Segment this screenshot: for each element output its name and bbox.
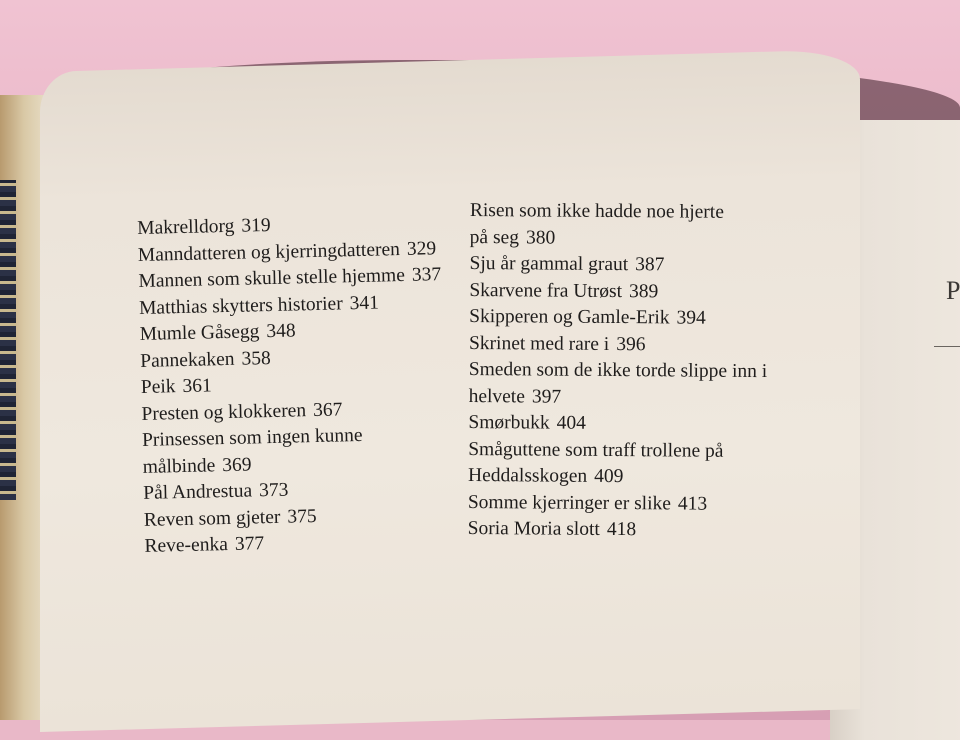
toc-title: på seg [470, 226, 519, 247]
toc-page-number: 409 [594, 466, 623, 487]
toc-title: Pål Andrestua [143, 480, 252, 503]
toc-title: helvete [469, 385, 525, 406]
toc-left-column [137, 209, 445, 560]
toc-page-number: 396 [616, 334, 645, 355]
toc-entry [469, 330, 799, 359]
toc-entry [468, 516, 798, 545]
toc-title: Småguttene som traff trollene på [468, 438, 723, 461]
toc-page-number: 397 [532, 386, 561, 407]
book-cover-strip [0, 180, 16, 500]
toc-entry [469, 251, 799, 280]
toc-right-column [468, 198, 800, 545]
toc-entry [468, 436, 798, 465]
toc-page-number: 373 [259, 480, 289, 502]
toc-entry [470, 198, 800, 227]
toc-title: Presten og klokkeren [141, 400, 306, 425]
toc-title: målbinde [142, 455, 215, 478]
toc-title: Reven som gjeter [144, 506, 281, 530]
toc-title: Smørbukk [468, 412, 549, 434]
toc-entry [469, 383, 799, 412]
toc-title: Risen som ikke hadde noe hjerte [470, 200, 724, 223]
toc-page-number: 418 [607, 519, 636, 540]
toc-page-number: 413 [678, 493, 707, 514]
toc-title: Heddalsskogen [468, 465, 587, 487]
toc-title: Prinsessen som ingen kunne [142, 425, 363, 451]
toc-title: Soria Moria slott [468, 518, 600, 540]
toc-title: Reve-enka [144, 534, 228, 557]
toc-page-number: 367 [313, 399, 343, 421]
toc-page-number: 375 [287, 506, 317, 528]
toc-page-number: 358 [241, 348, 271, 370]
toc-page-number: 380 [526, 227, 555, 248]
toc-title: Makrelldorg [137, 216, 235, 239]
toc-page-number: 404 [557, 413, 586, 434]
toc-title: Matthias skytters historier [139, 293, 343, 319]
right-page-rule [934, 346, 960, 347]
toc-page-number: 387 [635, 254, 664, 275]
right-page-heading-letter: P [946, 276, 960, 306]
toc-title: Peik [141, 376, 176, 398]
toc-title: Skrinet med rare i [469, 332, 609, 354]
toc-page-number: 361 [182, 375, 212, 397]
toc-entry [468, 410, 798, 439]
toc-entry [469, 277, 799, 306]
toc-page-number: 348 [266, 320, 296, 342]
toc-entry [469, 357, 799, 386]
toc-page-number: 394 [676, 307, 705, 328]
toc-entry [469, 304, 799, 333]
toc-page-number: 377 [235, 533, 265, 555]
toc-title: Mumle Gåsegg [139, 321, 259, 345]
toc-title: Skarvene fra Utrøst [469, 279, 622, 301]
toc-title: Pannekaken [140, 348, 235, 371]
toc-title: Manndatteren og kjerringdatteren [138, 239, 400, 266]
toc-page-number: 329 [407, 238, 437, 260]
toc-title: Somme kjerringer er slike [468, 491, 671, 513]
toc-page-number: 341 [349, 292, 379, 314]
toc-page-number: 369 [222, 454, 252, 476]
toc-page-number: 337 [412, 264, 442, 286]
toc-entry [468, 463, 798, 492]
toc-title: Skipperen og Gamle-Erik [469, 306, 670, 328]
toc-title: Smeden som de ikke torde slippe inn i [469, 359, 768, 382]
toc-entry [470, 224, 800, 253]
toc-page-number: 389 [629, 281, 658, 302]
toc-title: Sju år gammal graut [469, 253, 628, 275]
toc-entry [468, 489, 798, 518]
toc-title: Mannen som skulle stelle hjemme [138, 265, 405, 292]
toc-page-number: 319 [241, 215, 271, 237]
